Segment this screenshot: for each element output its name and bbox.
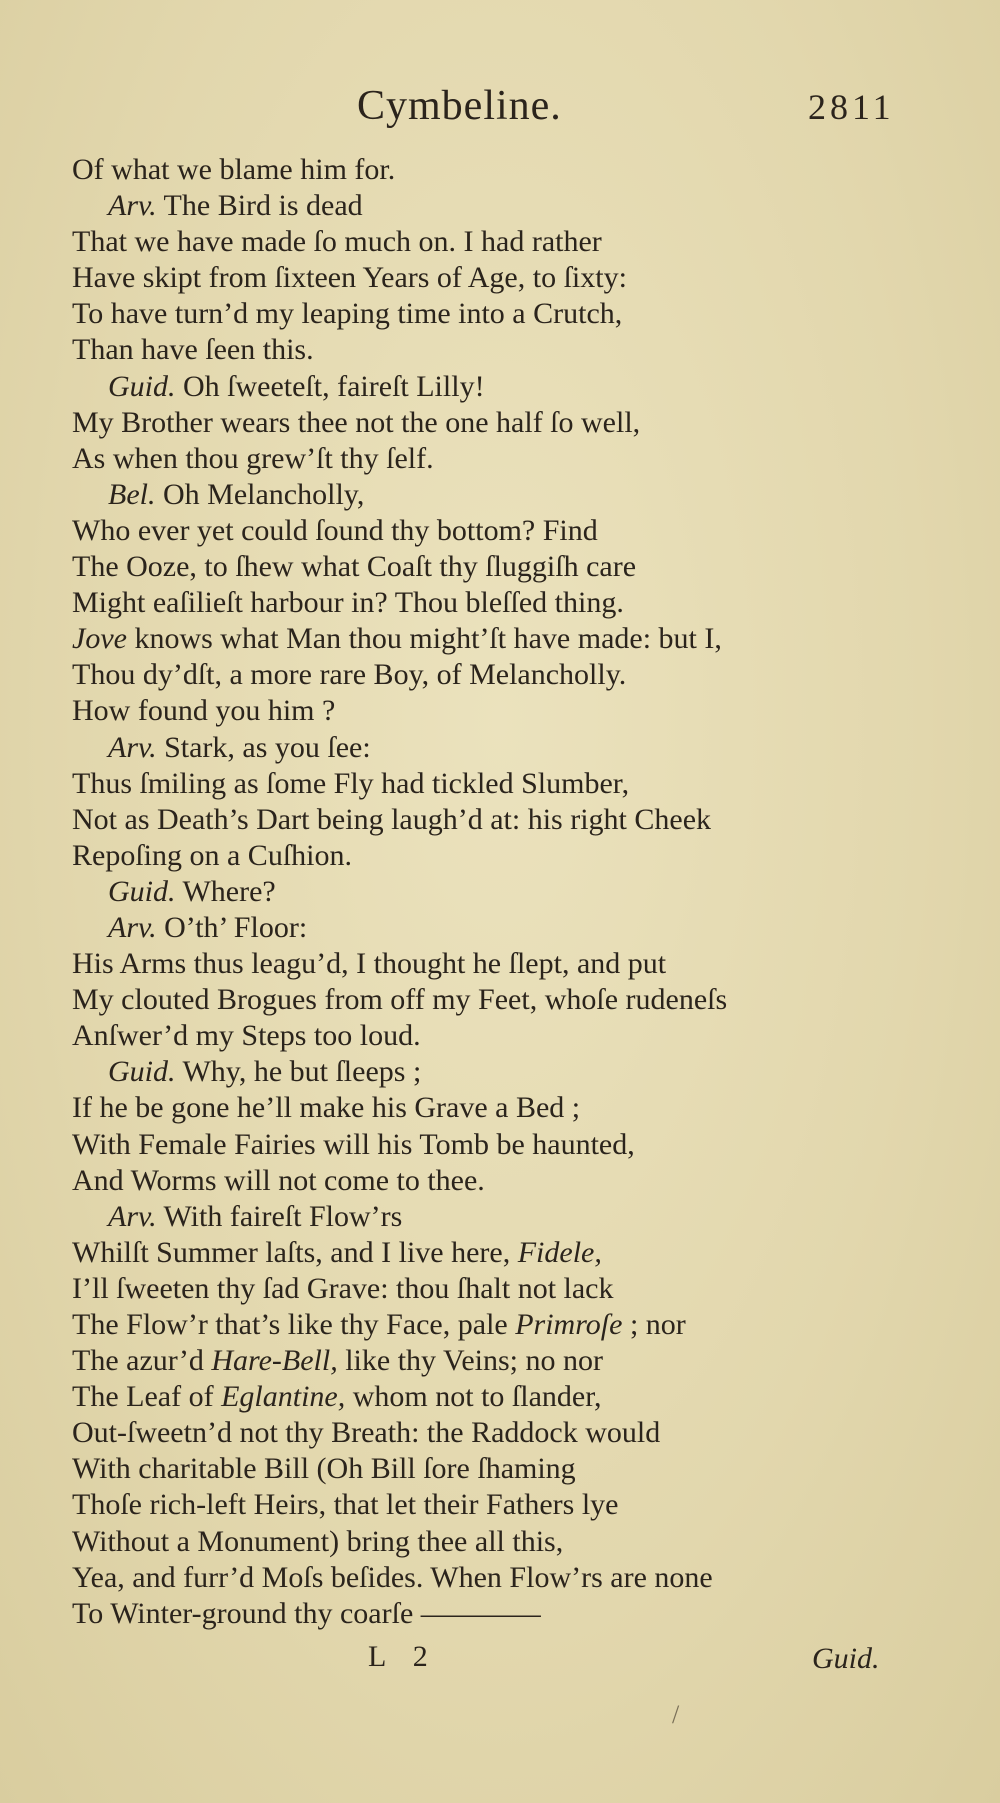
verse-line <box>72 693 912 729</box>
verse-line <box>72 1163 912 1199</box>
line-text: Why, he but ſleeps ; <box>175 1055 422 1089</box>
verse-line <box>72 224 912 260</box>
verse-line <box>72 513 912 549</box>
line-text: The Bird is dead <box>156 189 363 223</box>
line-text: Have skipt from ſixteen Years of Age, to ſixty: <box>72 261 627 295</box>
line-text: With charitable Bill (Oh Bill ſore ſhaming <box>72 1452 576 1486</box>
line-text: The azur’d <box>72 1344 212 1378</box>
line-text: Might eaſilieſt harbour in? Thou bleſſed thing. <box>72 586 624 620</box>
line-text: Who ever yet could ſound thy bottom? Find <box>72 513 598 547</box>
line-text: And Worms will not come to thee. <box>72 1163 485 1197</box>
line-text: To Winter-ground thy coarſe ———— <box>72 1596 541 1630</box>
speaker-name: Guid. <box>108 874 176 908</box>
speaker-name: Arv. <box>108 189 157 223</box>
line-text: The Flow’r that’s like thy Face, pale <box>72 1308 516 1341</box>
line-text: His Arms thus leagu’d, I thought he ſlept, and put <box>72 947 667 981</box>
italic-word: Primroſe <box>515 1308 623 1341</box>
running-title: Cymbeline. <box>357 83 562 129</box>
speaker-name: Arv. <box>108 910 157 944</box>
line-text: Of what we blame him for. <box>72 153 396 186</box>
verse-line <box>72 332 912 368</box>
line-text: Stark, as you ſee: <box>156 730 371 764</box>
line-text: I’ll ſweeten thy ſad Grave: thou ſhalt not lack <box>72 1271 614 1305</box>
verse-line <box>72 405 912 441</box>
verse-line <box>72 982 912 1018</box>
line-text: Anſwer’d my Steps too loud. <box>72 1019 421 1053</box>
line-text: Thoſe rich-left Heirs, that let their Fathers lye <box>72 1488 619 1522</box>
speech-line <box>72 874 912 910</box>
line-text: Yea, and furr’d Moſs beſides. When Flow’rs are none <box>72 1560 713 1594</box>
line-text-after: like thy Veins; no nor <box>337 1344 603 1378</box>
page-footer <box>0 1640 1000 1690</box>
line-text: Oh ſweeteſt, faireſt Lilly! <box>175 369 485 403</box>
line-text: Not as Death’s Dart being laugh’d at: his right Cheek <box>72 802 712 836</box>
line-text: Than have ſeen this. <box>72 333 314 367</box>
verse-line <box>72 1596 912 1632</box>
verse-line <box>72 441 912 477</box>
verse-line <box>72 260 912 296</box>
line-text: My Brother wears thee not the one half ſo well, <box>72 405 641 439</box>
page-number: 2811 <box>808 87 895 127</box>
verse-line <box>72 1451 912 1487</box>
line-text: Whilſt Summer laſts, and I live here, <box>72 1235 518 1269</box>
line-text: With Female Fairies will his Tomb be haunted, <box>72 1127 635 1161</box>
italic-word: Fidele, <box>517 1235 602 1269</box>
speech-line <box>72 369 912 405</box>
line-text: As when thou grew’ſt thy ſelf. <box>72 441 434 475</box>
verse-line <box>72 1487 912 1523</box>
line-text: knows what Man thou might’ſt have made: but I, <box>126 622 722 656</box>
verse-line <box>72 1018 912 1054</box>
verse-line <box>72 1524 912 1560</box>
line-text: The Ooze, to ſhew what Coaſt thy ſluggiſh care <box>72 550 637 584</box>
verse-line <box>72 802 912 838</box>
speech-line <box>72 910 912 946</box>
speaker-name: Bel. <box>108 477 156 511</box>
line-text: Without a Monument) bring thee all this, <box>72 1524 564 1558</box>
verse-line <box>72 1271 912 1307</box>
speaker-name: Arv. <box>108 1199 157 1233</box>
signature-mark: L 2 <box>368 1640 438 1673</box>
line-text: The Leaf of <box>72 1380 222 1414</box>
speech-line <box>72 730 912 766</box>
verse-line <box>72 152 912 188</box>
line-text-after: whom not to ſlander, <box>345 1380 602 1414</box>
verse-line <box>72 585 912 621</box>
speech-line <box>72 477 912 513</box>
verse-line <box>72 296 912 332</box>
verse-line <box>72 838 912 874</box>
verse-line <box>72 549 912 585</box>
verse-line <box>72 1235 912 1271</box>
italic-word: Eglantine, <box>221 1380 346 1414</box>
line-text: My clouted Brogues from off my Feet, whoſe rudeneſs <box>72 983 728 1017</box>
line-text: How found you him ? <box>72 694 336 728</box>
line-text-after: ; nor <box>622 1308 686 1341</box>
line-text: Out-ſweetn’d not thy Breath: the Raddock would <box>72 1416 661 1450</box>
verse-line <box>72 1379 912 1415</box>
italic-word: Jove <box>72 622 127 656</box>
line-text: To have turn’d my leaping time into a Crutch, <box>72 297 623 331</box>
speaker-name: Arv. <box>108 730 157 764</box>
verse-line <box>72 1127 912 1163</box>
ink-speck: / <box>672 1700 680 1729</box>
speech-line <box>72 188 912 224</box>
speaker-name: Guid. <box>108 369 176 403</box>
line-text: Repoſing on a Cuſhion. <box>72 838 352 872</box>
page-header <box>0 82 1000 142</box>
verse-line <box>72 1090 912 1126</box>
speaker-name: Guid. <box>108 1055 176 1089</box>
verse-line <box>72 1415 912 1451</box>
catchword: Guid. <box>812 1642 880 1675</box>
line-text: That we have made ſo much on. I had rather <box>72 225 602 259</box>
verse-line <box>72 1343 912 1379</box>
verse-line <box>72 766 912 802</box>
line-text: Thus ſmiling as ſome Fly had tickled Slumber, <box>72 766 630 800</box>
line-text: Thou dy’dſt, a more rare Boy, of Melancholly. <box>72 658 627 692</box>
verse-line <box>72 1560 912 1596</box>
line-text: Where? <box>175 874 276 908</box>
speech-line <box>72 1199 912 1235</box>
line-text: If he be gone he’ll make his Grave a Bed ; <box>72 1091 581 1125</box>
line-text: Oh Melancholly, <box>155 477 365 511</box>
line-text: O’th’ Floor: <box>156 910 308 944</box>
verse-line <box>72 946 912 982</box>
verse-line <box>72 657 912 693</box>
verse-line <box>72 1307 912 1343</box>
play-text <box>72 152 912 1632</box>
line-text: With faireſt Flow’rs <box>156 1199 403 1233</box>
italic-word: Hare-Bell, <box>211 1344 338 1378</box>
verse-line <box>72 621 912 657</box>
speech-line <box>72 1054 912 1090</box>
